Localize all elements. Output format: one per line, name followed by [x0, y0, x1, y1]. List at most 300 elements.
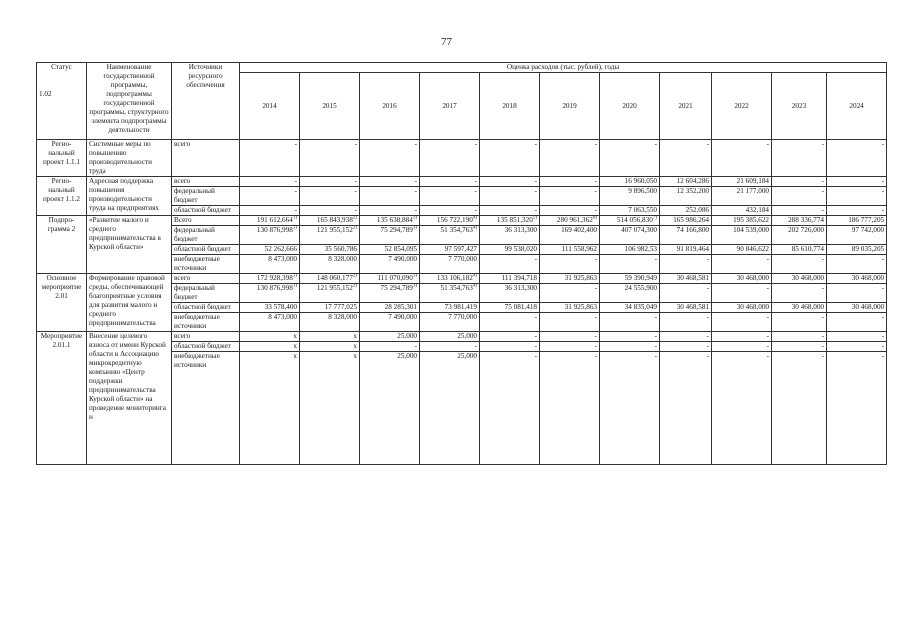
value-cell — [600, 206, 660, 216]
name-cell: Системные меры по повышению производительности труда — [87, 140, 172, 177]
value-cell — [240, 332, 300, 342]
source-cell: всего — [172, 274, 240, 284]
value-text: 7 770,000 — [448, 313, 477, 321]
value-cell — [420, 226, 480, 245]
footnote-mark: 1) — [292, 273, 297, 279]
value-cell — [420, 187, 480, 206]
value-text: - — [766, 313, 769, 321]
value-cell — [480, 313, 540, 332]
value-cell — [827, 342, 887, 352]
value-text: 133 106,182 — [436, 274, 473, 282]
value-text: 165 843,938 — [316, 216, 353, 224]
value-text: 191 612,664 — [256, 216, 293, 224]
value-text: 130 876,998 — [256, 284, 293, 292]
value-text: - — [881, 313, 885, 321]
value-cell — [360, 342, 420, 352]
value-cell — [360, 313, 420, 332]
value-text: 52 854,095 — [384, 245, 417, 253]
value-cell — [660, 352, 712, 465]
value-cell — [420, 255, 480, 274]
source-cell: областной бюджет — [172, 245, 240, 255]
value-cell — [480, 274, 540, 284]
value-cell — [600, 140, 660, 177]
value-cell — [772, 332, 827, 342]
value-cell — [480, 284, 540, 303]
value-cell — [300, 206, 360, 216]
source-cell: всего — [172, 332, 240, 342]
value-cell — [480, 226, 540, 245]
value-cell — [240, 245, 300, 255]
value-text: - — [654, 342, 657, 350]
value-text: 130 876,998 — [256, 226, 293, 234]
name-cell: Формирование правовой среды, обеспечивающей благоприятные условия для развития малого и среднего предпринимательства — [87, 274, 172, 332]
value-cell — [772, 245, 827, 255]
value-text: - — [881, 352, 885, 360]
value-cell — [360, 187, 420, 206]
value-cell — [827, 352, 887, 465]
value-text: - — [594, 187, 597, 195]
value-cell — [540, 187, 600, 206]
table-body — [37, 140, 887, 465]
header-year: 2017 — [420, 73, 480, 140]
value-text: 59 390,949 — [624, 274, 657, 282]
value-text: - — [881, 187, 885, 195]
value-cell — [772, 284, 827, 303]
value-cell — [660, 274, 712, 284]
value-text: 280 961,362 — [556, 216, 593, 224]
value-cell — [772, 274, 827, 284]
value-text: 30 468,000 — [791, 303, 824, 311]
value-cell — [540, 177, 600, 187]
value-cell — [480, 177, 540, 187]
value-text: - — [706, 313, 709, 321]
value-text: - — [594, 313, 597, 321]
value-text: 186 777,205 — [848, 216, 885, 224]
value-cell — [660, 216, 712, 226]
value-cell — [480, 187, 540, 206]
value-cell — [360, 284, 420, 303]
value-text: 407 074,300 — [621, 226, 657, 234]
value-text: 7 490,000 — [388, 313, 417, 321]
value-text: - — [766, 332, 769, 340]
value-text: - — [294, 206, 297, 214]
footnote-mark: 4) — [472, 225, 477, 231]
value-cell — [600, 313, 660, 332]
value-cell — [827, 140, 887, 177]
value-text: - — [534, 140, 537, 148]
value-cell — [600, 255, 660, 274]
value-text: - — [881, 206, 885, 214]
value-text: 75 081,418 — [504, 303, 537, 311]
table-row — [37, 332, 887, 342]
value-cell — [420, 216, 480, 226]
value-text: 288 336,774 — [788, 216, 824, 224]
budget-table — [36, 62, 887, 465]
status-cell: Основное мероприятие 2.01 — [37, 274, 87, 332]
footnote-mark: 4) — [472, 283, 477, 289]
value-text: - — [821, 177, 824, 185]
value-text: - — [534, 206, 537, 214]
value-text: 8 328,000 — [328, 313, 357, 321]
header-status-sub: 1.02 — [39, 90, 52, 98]
value-cell — [772, 206, 827, 216]
value-cell — [827, 332, 887, 342]
page-number: 77 — [441, 36, 452, 48]
value-cell — [772, 303, 827, 313]
value-text: 35 560,786 — [324, 245, 357, 253]
value-text: - — [821, 284, 824, 292]
header-year: 2018 — [480, 73, 540, 140]
value-text: - — [766, 342, 769, 350]
value-cell — [300, 187, 360, 206]
value-text: 99 538,020 — [504, 245, 537, 253]
header-estimate: Оценка расходов (тыс. рублей), годы — [240, 63, 887, 73]
value-text: - — [594, 177, 597, 185]
name-cell: Внесение целевого взноса от имени Курской области в Ассоциацию микрокредитную компанию «Центр поддержки предпринимательства Курской области» на проведение мониторинга и — [87, 332, 172, 465]
value-cell — [300, 226, 360, 245]
value-cell — [300, 284, 360, 303]
value-cell — [480, 352, 540, 465]
value-text: - — [766, 255, 769, 263]
value-cell — [660, 342, 712, 352]
value-text: - — [654, 313, 657, 321]
header-name: Наименование государственной программы, подпрограммы государственной программы, структурного элемента подпрограммы деятельности — [87, 63, 172, 140]
footnote-mark: 1) — [292, 225, 297, 231]
value-cell — [660, 313, 712, 332]
value-text: 25,000 — [397, 332, 417, 340]
value-text: 90 846,622 — [736, 245, 769, 253]
value-text: - — [654, 140, 657, 148]
value-cell — [540, 352, 600, 465]
footnote-mark: 7) — [652, 215, 657, 221]
value-text: - — [881, 342, 885, 350]
value-cell — [772, 216, 827, 226]
value-text: 111 394,718 — [501, 274, 537, 282]
value-text: 169 402,400 — [561, 226, 597, 234]
source-cell: федеральный бюджет — [172, 284, 240, 303]
value-text: - — [706, 255, 709, 263]
footnote-mark: 6) — [592, 215, 597, 221]
value-cell — [300, 177, 360, 187]
value-text: - — [706, 342, 709, 350]
value-cell — [540, 313, 600, 332]
table-row — [37, 274, 887, 284]
value-cell — [420, 177, 480, 187]
table-row — [37, 140, 887, 177]
value-cell — [712, 140, 772, 177]
value-text: x — [353, 332, 357, 340]
source-cell: всего — [172, 177, 240, 187]
value-text: 156 722,190 — [436, 216, 473, 224]
value-cell — [772, 313, 827, 332]
value-cell — [420, 303, 480, 313]
value-text: - — [594, 352, 597, 360]
value-text: 148 060,177 — [316, 274, 353, 282]
value-cell — [360, 332, 420, 342]
value-text: 7 063,550 — [628, 206, 657, 214]
value-text: 111 558,962 — [561, 245, 597, 253]
value-text: - — [534, 313, 537, 321]
value-cell — [827, 255, 887, 274]
value-cell — [240, 284, 300, 303]
table-row — [37, 177, 887, 187]
source-cell: всего — [172, 140, 240, 177]
value-cell — [240, 177, 300, 187]
header-year: 2023 — [772, 73, 827, 140]
value-cell — [360, 274, 420, 284]
value-text: 30 468,000 — [736, 274, 769, 282]
value-cell — [240, 352, 300, 465]
value-text: 135 638,884 — [376, 216, 413, 224]
value-text: - — [534, 187, 537, 195]
value-cell — [300, 140, 360, 177]
value-text: 34 835,049 — [624, 303, 657, 311]
value-cell — [540, 255, 600, 274]
value-text: 30 468,581 — [676, 303, 709, 311]
value-text: - — [534, 342, 537, 350]
value-text: 121 955,152 — [316, 226, 353, 234]
status-cell: Регио-нальный проект 1.1.1 — [37, 140, 87, 177]
footnote-mark: 2) — [352, 225, 357, 231]
value-text: - — [654, 352, 657, 360]
status-cell: Мероприятие 2.01.1 — [37, 332, 87, 465]
value-cell — [712, 177, 772, 187]
value-cell — [600, 274, 660, 284]
value-text: - — [821, 206, 824, 214]
header-year: 2024 — [827, 73, 887, 140]
footnote-mark: 3) — [412, 225, 417, 231]
value-cell — [827, 187, 887, 206]
header-year: 2022 — [712, 73, 772, 140]
value-text: - — [881, 284, 885, 292]
source-cell: Всего — [172, 216, 240, 226]
value-text: - — [881, 332, 885, 340]
value-cell — [300, 216, 360, 226]
value-cell — [660, 332, 712, 342]
value-cell — [360, 140, 420, 177]
value-cell — [540, 245, 600, 255]
value-cell — [420, 332, 480, 342]
value-text: - — [706, 352, 709, 360]
table-header — [37, 63, 887, 140]
value-cell — [300, 342, 360, 352]
value-cell — [600, 342, 660, 352]
value-text: - — [414, 187, 417, 195]
value-cell — [712, 284, 772, 303]
value-text: 9 896,500 — [628, 187, 657, 195]
value-text: 30 468,000 — [736, 303, 769, 311]
header-year: 2016 — [360, 73, 420, 140]
value-cell — [540, 274, 600, 284]
value-text: - — [706, 284, 709, 292]
value-text: 8 473,000 — [268, 313, 297, 321]
value-text: - — [594, 332, 597, 340]
value-text: 21 609,184 — [736, 177, 769, 185]
value-text: 51 354,763 — [440, 226, 473, 234]
value-text: 16 960,050 — [624, 177, 657, 185]
footnote-mark: 1) — [292, 215, 297, 221]
value-text: - — [474, 342, 477, 350]
value-cell — [480, 140, 540, 177]
value-text: 8 473,000 — [268, 255, 297, 263]
value-text: 12 604,286 — [676, 177, 709, 185]
value-cell — [540, 284, 600, 303]
value-cell — [240, 187, 300, 206]
value-text: 172 928,398 — [256, 274, 293, 282]
value-cell — [540, 332, 600, 342]
value-text: 31 925,863 — [564, 303, 597, 311]
value-text: - — [474, 206, 477, 214]
footnote-mark: 2) — [352, 283, 357, 289]
value-cell — [600, 177, 660, 187]
value-text: - — [594, 206, 597, 214]
value-cell — [772, 187, 827, 206]
value-text: 30 468,000 — [851, 274, 885, 282]
footnote-mark: 5) — [532, 215, 537, 221]
value-cell — [300, 303, 360, 313]
header-sources: Источники ресурсного обеспечения — [172, 63, 240, 140]
value-text: 25,000 — [457, 332, 477, 340]
value-text: 12 352,200 — [676, 187, 709, 195]
value-text: - — [594, 284, 597, 292]
value-text: 91 819,464 — [676, 245, 709, 253]
value-cell — [480, 255, 540, 274]
value-text: 8 328,000 — [328, 255, 357, 263]
value-text: 17 777,025 — [324, 303, 357, 311]
status-cell: Регио-нальный проект 1.1.2 — [37, 177, 87, 216]
value-cell — [360, 216, 420, 226]
value-cell — [600, 226, 660, 245]
value-cell — [540, 303, 600, 313]
value-text: 24 555,900 — [624, 284, 657, 292]
value-text: - — [294, 177, 297, 185]
value-cell — [600, 352, 660, 465]
value-cell — [360, 255, 420, 274]
value-text: 36 313,300 — [504, 226, 537, 234]
value-cell — [360, 177, 420, 187]
value-text: - — [354, 206, 357, 214]
value-cell — [360, 206, 420, 216]
source-cell: областной бюджет — [172, 303, 240, 313]
value-cell — [540, 226, 600, 245]
value-text: 74 166,800 — [676, 226, 709, 234]
value-cell — [712, 274, 772, 284]
value-cell — [827, 303, 887, 313]
value-cell — [827, 284, 887, 303]
value-cell — [660, 284, 712, 303]
value-text: x — [293, 342, 297, 350]
header-status-label: Статус — [51, 63, 72, 71]
value-text: 30 468,000 — [851, 303, 885, 311]
value-text: 106 982,53 — [624, 245, 657, 253]
value-text: 195 385,622 — [733, 216, 769, 224]
value-cell — [600, 187, 660, 206]
value-text: 21 177,000 — [736, 187, 769, 195]
source-cell: федеральный бюджет — [172, 226, 240, 245]
value-cell — [300, 313, 360, 332]
value-cell — [240, 342, 300, 352]
value-cell — [480, 332, 540, 342]
value-text: 30 468,000 — [791, 274, 824, 282]
value-cell — [660, 177, 712, 187]
value-text: 111 070,090 — [377, 274, 413, 282]
value-cell — [712, 255, 772, 274]
value-cell — [660, 255, 712, 274]
source-cell: областной бюджет — [172, 206, 240, 216]
value-text: 75 294,789 — [380, 284, 413, 292]
value-text: - — [414, 206, 417, 214]
value-text: - — [654, 255, 657, 263]
value-cell — [827, 206, 887, 216]
status-cell: Подпро-грамма 2 — [37, 216, 87, 274]
name-cell: Адресная поддержка повышения производительности труда на предприятиях — [87, 177, 172, 216]
value-text: - — [474, 187, 477, 195]
value-cell — [420, 245, 480, 255]
table-row — [37, 216, 887, 226]
footnote-mark: 4) — [472, 215, 477, 221]
value-text: - — [414, 342, 417, 350]
value-cell — [712, 332, 772, 342]
footnote-mark: 2) — [352, 215, 357, 221]
value-text: 514 056,830 — [616, 216, 653, 224]
value-cell — [600, 245, 660, 255]
value-text: 97 742,000 — [851, 226, 885, 234]
name-cell: «Развитие малого и среднего предпринимательства в Курской области» — [87, 216, 172, 274]
value-cell — [420, 313, 480, 332]
value-cell — [240, 140, 300, 177]
value-cell — [480, 303, 540, 313]
value-text: - — [821, 255, 824, 263]
value-cell — [772, 226, 827, 245]
value-cell — [827, 177, 887, 187]
value-cell — [600, 284, 660, 303]
value-cell — [480, 216, 540, 226]
value-text: 135 851,320 — [496, 216, 533, 224]
value-cell — [540, 140, 600, 177]
value-text: 36 313,300 — [504, 284, 537, 292]
value-text: - — [294, 187, 297, 195]
value-text: - — [881, 140, 885, 148]
source-cell: областной бюджет — [172, 342, 240, 352]
value-text: 7 490,000 — [388, 255, 417, 263]
value-text: 25,000 — [457, 352, 477, 360]
header-year: 2020 — [600, 73, 660, 140]
value-cell — [480, 206, 540, 216]
value-text: 202 726,000 — [788, 226, 824, 234]
value-cell — [540, 216, 600, 226]
value-text: - — [474, 140, 477, 148]
value-cell — [240, 274, 300, 284]
value-cell — [600, 216, 660, 226]
value-cell — [240, 226, 300, 245]
value-text: - — [534, 177, 537, 185]
footnote-mark: 3) — [412, 215, 417, 221]
footnote-mark: 3) — [412, 273, 417, 279]
value-cell — [712, 342, 772, 352]
value-cell — [772, 177, 827, 187]
value-text: - — [766, 284, 769, 292]
value-text: - — [821, 313, 824, 321]
source-cell: внебюджетные источники — [172, 255, 240, 274]
value-text: x — [353, 352, 357, 360]
value-cell — [420, 342, 480, 352]
value-cell — [540, 342, 600, 352]
value-cell — [360, 303, 420, 313]
value-cell — [360, 226, 420, 245]
value-text: 28 285,301 — [384, 303, 417, 311]
value-text: - — [534, 255, 537, 263]
header-status — [37, 63, 87, 140]
